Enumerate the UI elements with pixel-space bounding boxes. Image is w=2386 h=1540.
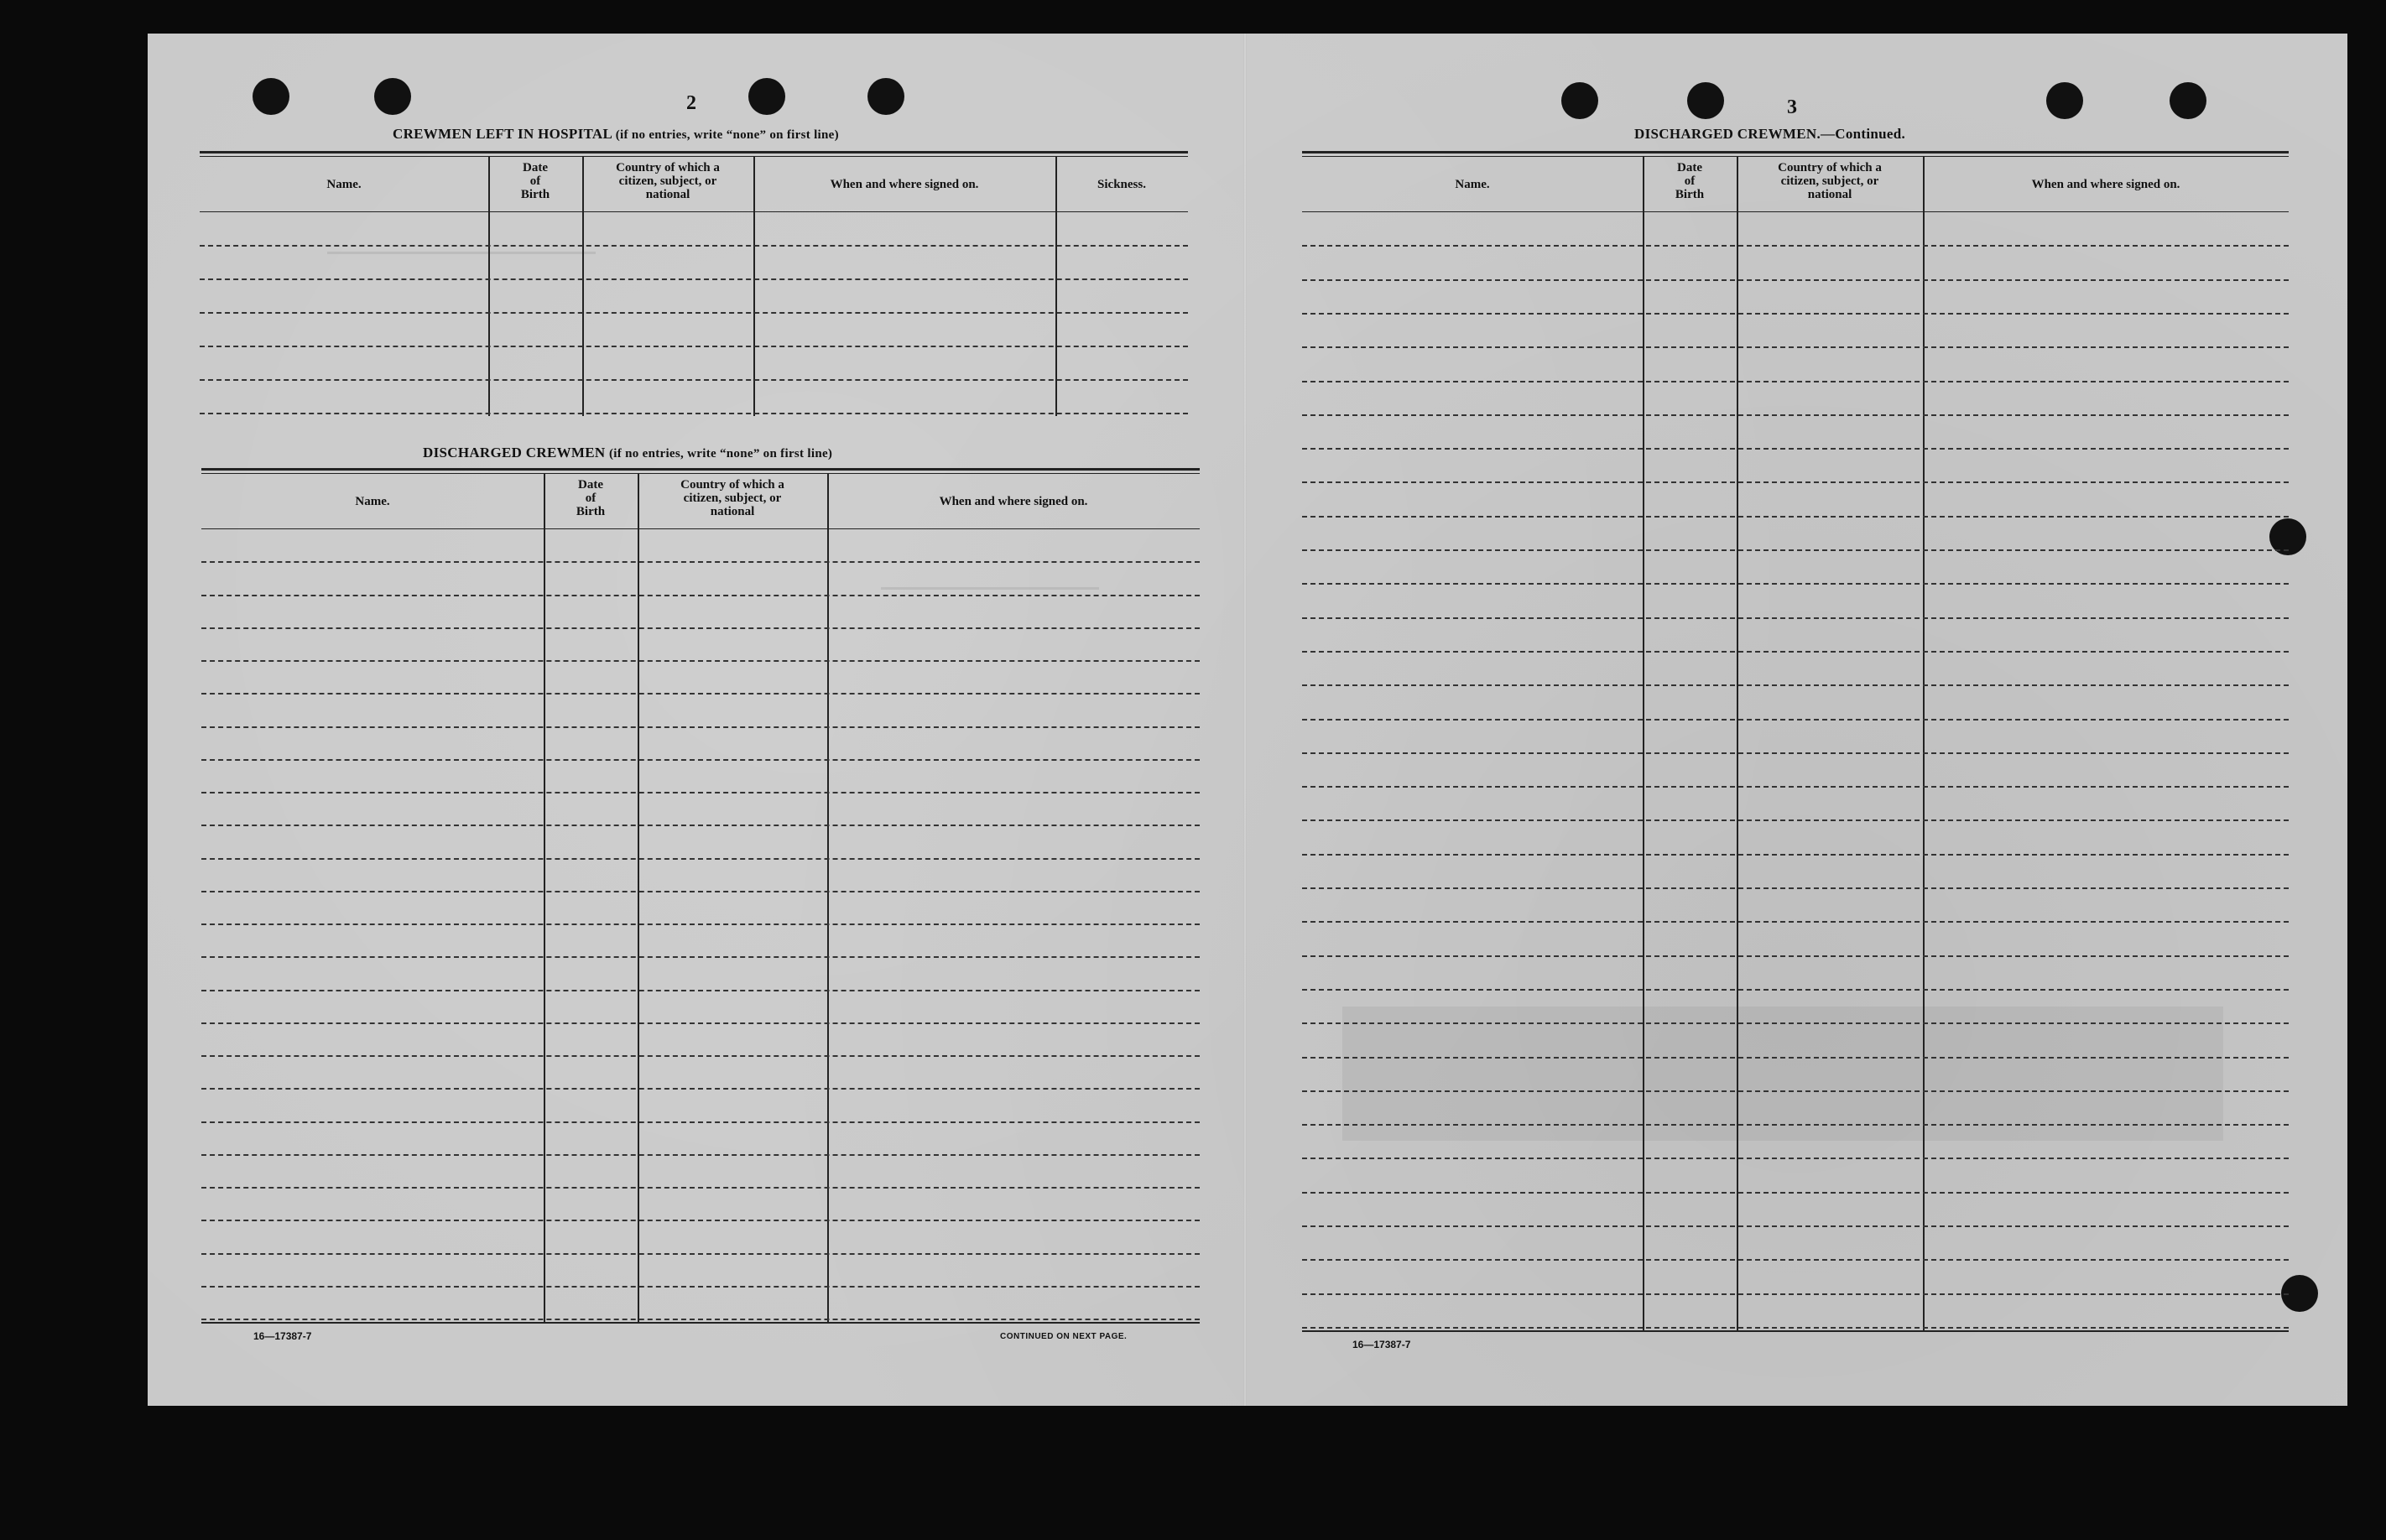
header-bottom-rule [200, 211, 1188, 212]
entry-line [1302, 516, 2289, 518]
table-top-rule-secondary [200, 156, 1188, 157]
discharged-left-table [201, 468, 1200, 1325]
entry-line [200, 346, 1188, 347]
entry-line [201, 1022, 1200, 1024]
punch-hole [1687, 82, 1724, 119]
table-bottom-rule [201, 1322, 1200, 1324]
table-top-rule [201, 468, 1200, 471]
entry-line [1302, 1022, 2289, 1024]
table-top-rule-secondary [201, 473, 1200, 474]
table-top-rule [1302, 151, 2289, 153]
entry-line [1302, 854, 2289, 856]
entry-line [1302, 921, 2289, 923]
entry-line [201, 759, 1200, 761]
column-header-date-of-birth: Date of Birth [576, 478, 606, 518]
entry-line [1302, 1124, 2289, 1126]
column-divider [488, 156, 490, 416]
column-divider [638, 473, 639, 1322]
table-top-rule-secondary [1302, 156, 2289, 157]
entry-line [1302, 719, 2289, 721]
entry-line [1302, 786, 2289, 788]
entry-line [201, 561, 1200, 563]
entry-line [1302, 549, 2289, 551]
entry-line [1302, 1158, 2289, 1159]
discharged-section-title [423, 445, 832, 461]
column-header-country: Country of which a citizen, subject, or national [616, 161, 720, 201]
entry-line [200, 278, 1188, 280]
column-header-signed-on: When and where signed on. [830, 178, 979, 191]
entry-line [1302, 887, 2289, 889]
center-fold [1243, 34, 1247, 1406]
column-divider [1737, 156, 1738, 1330]
entry-line [201, 1121, 1200, 1123]
entry-line [1302, 1293, 2289, 1295]
entry-line [201, 1286, 1200, 1288]
punch-hole [748, 78, 785, 115]
entry-line [201, 923, 1200, 925]
page-number-right: 3 [1787, 96, 1797, 118]
table-bottom-rule [1302, 1330, 2289, 1332]
continued-note: CONTINUED ON NEXT PAGE. [1000, 1332, 1128, 1341]
entry-line [1302, 279, 2289, 281]
column-divider [582, 156, 584, 416]
column-header-country: Country of which a citizen, subject, or national [1778, 161, 1882, 201]
entry-line [1302, 1192, 2289, 1194]
column-divider [1923, 156, 1925, 1330]
entry-line [201, 1088, 1200, 1090]
punch-hole [2170, 82, 2206, 119]
entry-line [201, 990, 1200, 991]
hospital-section-title [393, 126, 839, 143]
entry-line [200, 379, 1188, 381]
entry-line [1302, 617, 2289, 619]
discharged-title-text: DISCHARGED CREWMEN [423, 445, 606, 460]
entry-line [1302, 1225, 2289, 1227]
entry-line [201, 595, 1200, 596]
entry-line [1302, 955, 2289, 957]
entry-line [1302, 684, 2289, 686]
page-number-left: 2 [686, 92, 696, 114]
entry-line [201, 858, 1200, 860]
entry-line [201, 825, 1200, 826]
entry-line [201, 1187, 1200, 1189]
discharged-continued-title: DISCHARGED CREWMEN.—Continued. [1634, 126, 1906, 142]
punch-hole [1561, 82, 1598, 119]
table-top-rule [200, 151, 1188, 153]
column-header-date-of-birth: Date of Birth [520, 161, 550, 201]
column-divider [1055, 156, 1057, 416]
hospital-table [200, 151, 1188, 419]
column-header-signed-on: When and where signed on. [2031, 178, 2180, 191]
entry-line [201, 627, 1200, 629]
entry-line [200, 312, 1188, 314]
form-number-left: 16—17387-7 [253, 1330, 312, 1342]
form-number-right: 16—17387-7 [1352, 1339, 1411, 1350]
entry-line [201, 1220, 1200, 1221]
entry-line [200, 413, 1188, 414]
punch-hole [867, 78, 904, 115]
column-divider [544, 473, 545, 1322]
column-divider [1643, 156, 1644, 1330]
entry-line [1302, 481, 2289, 483]
punch-hole [374, 78, 411, 115]
column-header-signed-on: When and where signed on. [939, 495, 1088, 508]
entry-line [1302, 1259, 2289, 1261]
entry-line [201, 726, 1200, 728]
punch-hole [253, 78, 289, 115]
entry-line [1302, 448, 2289, 450]
column-header-name: Name. [355, 495, 390, 508]
entry-line [1302, 245, 2289, 247]
entry-line [1302, 1057, 2289, 1059]
column-header-country: Country of which a citizen, subject, or national [680, 478, 784, 518]
entry-line [201, 1055, 1200, 1057]
entry-line [1302, 381, 2289, 382]
discharged-title-note: (if no entries, write “none” on first line) [609, 447, 833, 460]
entry-line [1302, 1090, 2289, 1092]
hospital-title-note: (if no entries, write “none” on first line) [615, 128, 839, 142]
hospital-title-text: CREWMEN LEFT IN HOSPITAL [393, 126, 612, 142]
entry-line [201, 1154, 1200, 1156]
column-divider [753, 156, 755, 416]
column-header-name: Name. [326, 178, 362, 191]
column-header-name: Name. [1455, 178, 1490, 191]
entry-line [201, 792, 1200, 793]
entry-line [1302, 346, 2289, 348]
punch-hole [2046, 82, 2083, 119]
entry-line [200, 245, 1188, 247]
entry-line [201, 693, 1200, 695]
column-divider [827, 473, 829, 1322]
entry-line [201, 891, 1200, 892]
entry-line [1302, 989, 2289, 991]
entry-line [201, 1319, 1200, 1320]
header-bottom-rule [1302, 211, 2289, 212]
entry-line [201, 660, 1200, 662]
entry-line [1302, 414, 2289, 416]
column-header-sickness: Sickness. [1097, 178, 1146, 191]
entry-line [1302, 313, 2289, 315]
entry-line [1302, 583, 2289, 585]
entry-line [1302, 819, 2289, 821]
column-header-date-of-birth: Date of Birth [1675, 161, 1705, 201]
entry-line [1302, 752, 2289, 754]
entry-line [1302, 1327, 2289, 1329]
entry-line [1302, 651, 2289, 653]
discharged-right-table [1302, 151, 2289, 1334]
entry-line [201, 1253, 1200, 1255]
entry-line [201, 956, 1200, 958]
header-bottom-rule [201, 528, 1200, 529]
